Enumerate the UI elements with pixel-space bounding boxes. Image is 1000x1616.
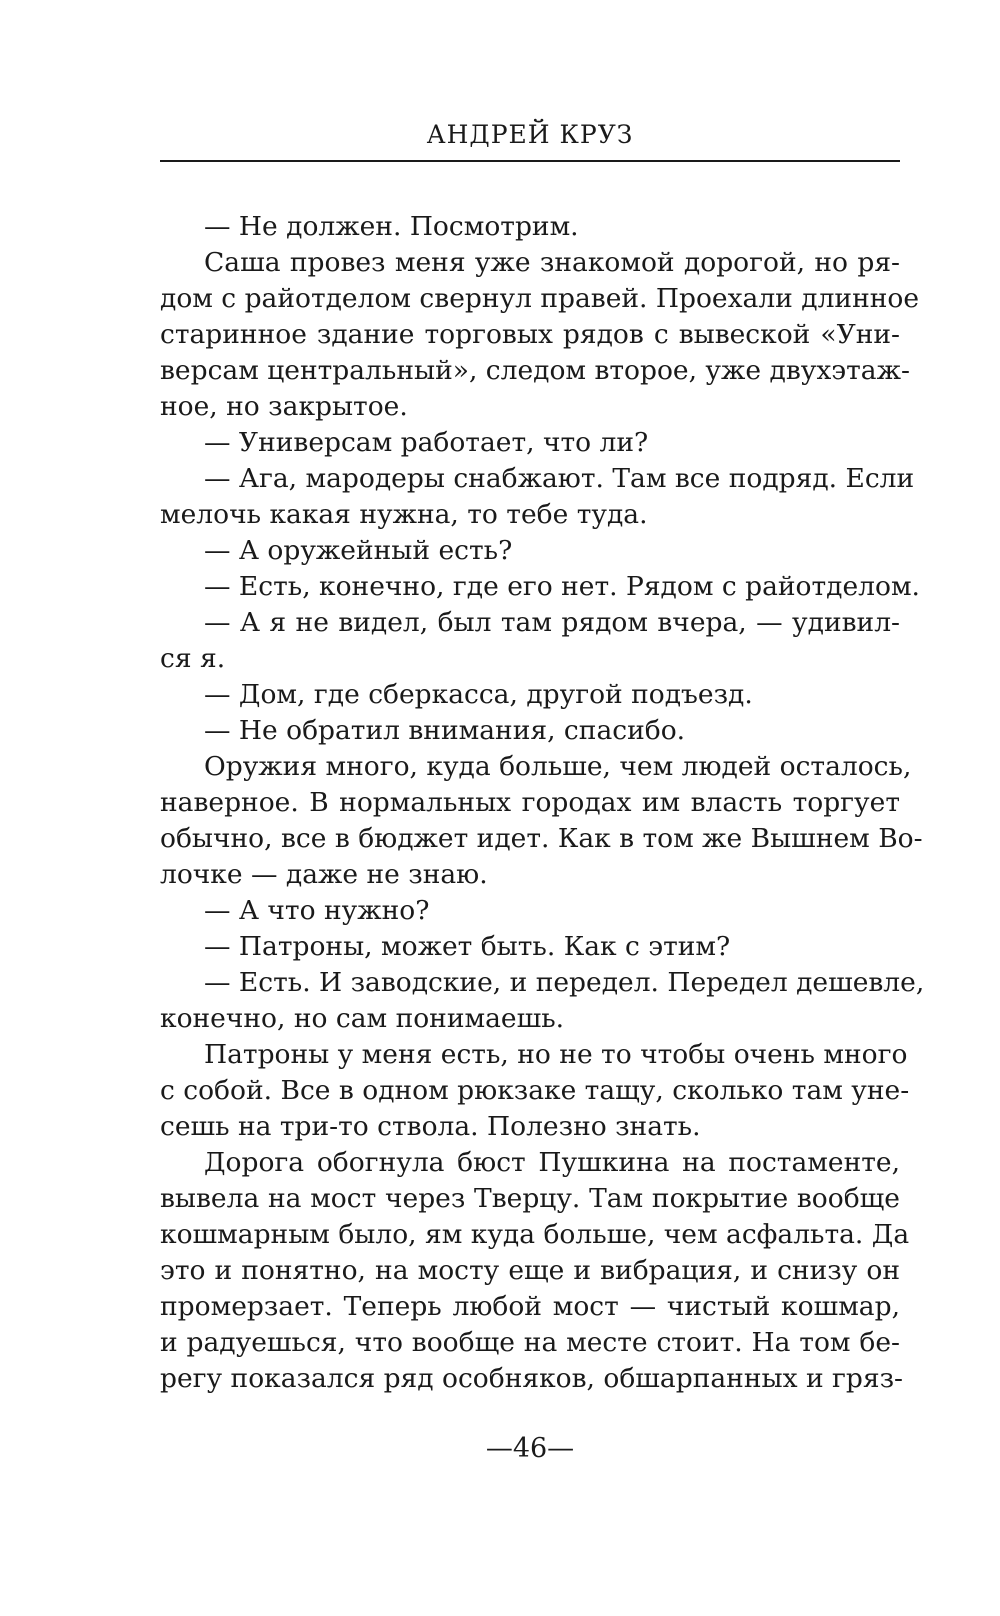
text-line: лочке — даже не знаю. xyxy=(160,859,488,890)
text-line: с собой. Все в одном рюкзаке тащу, сколько там уне- xyxy=(160,1075,910,1106)
text-line: — А что нужно? xyxy=(204,895,430,926)
text-line: — Есть. И заводские, и передел. Передел дешевле, xyxy=(204,967,925,998)
text-line: Оружия много, куда больше, чем людей осталось, xyxy=(204,751,912,782)
text-line: ся я. xyxy=(160,643,226,674)
text-line: кошмарным было, ям куда больше, чем асфальта. Да xyxy=(160,1219,910,1250)
text-line: Дорога обогнула бюст Пушкина на постаменте, xyxy=(204,1147,900,1178)
text-line: — Ага, мародеры снабжают. Там все подряд. Если xyxy=(204,463,915,494)
text-line: наверное. В нормальных городах им власть торгует xyxy=(160,787,900,818)
text-line: промерзает. Теперь любой мост — чистый кошмар, xyxy=(160,1291,900,1322)
text-line: версам центральный», следом второе, уже двухэтаж- xyxy=(160,355,910,386)
text-line: это и понятно, на мосту еще и вибрация, и снизу он xyxy=(160,1255,900,1286)
text-line: — Универсам работает, что ли? xyxy=(204,427,649,458)
text-line: ное, но закрытое. xyxy=(160,391,408,422)
text-line: — Есть, конечно, где его нет. Рядом с райотделом. xyxy=(204,571,920,602)
text-line: — Патроны, может быть. Как с этим? xyxy=(204,931,731,962)
text-line: регу показался ряд особняков, обшарпанных и гряз- xyxy=(160,1363,903,1394)
text-line: — Дом, где сберкасса, другой подъезд. xyxy=(204,679,753,710)
text-line: — А оружейный есть? xyxy=(204,535,513,566)
text-line: — Не должен. Посмотрим. xyxy=(204,211,579,242)
text-line: старинное здание торговых рядов с вывеской «Уни- xyxy=(160,319,900,350)
text-line: — А я не видел, был там рядом вчера, — удивил- xyxy=(204,607,900,638)
body-text xyxy=(160,209,925,1397)
text-line: Саша провез меня уже знакомой дорогой, но ря- xyxy=(204,247,900,278)
running-head-author: АНДРЕЙ КРУЗ xyxy=(426,120,634,149)
text-line: и радуешься, что вообще на месте стоит. На том бе- xyxy=(160,1327,900,1358)
page-number: —46— xyxy=(485,1433,575,1464)
text-line: обычно, все в бюджет идет. Как в том же Вышнем Во- xyxy=(160,823,923,854)
text-line: сешь на три-то ствола. Полезно знать. xyxy=(160,1111,701,1142)
text-line: Патроны у меня есть, но не то чтобы очень много xyxy=(204,1039,908,1070)
text-line: конечно, но сам понимаешь. xyxy=(160,1003,565,1034)
text-line: мелочь какая нужна, то тебе туда. xyxy=(160,499,648,530)
header-rule xyxy=(160,160,900,162)
text-line: дом с райотделом свернул правей. Проехали длинное xyxy=(160,283,920,314)
text-line: — Не обратил внимания, спасибо. xyxy=(204,715,686,746)
text-line: вывела на мост через Тверцу. Там покрытие вообще xyxy=(160,1183,900,1214)
